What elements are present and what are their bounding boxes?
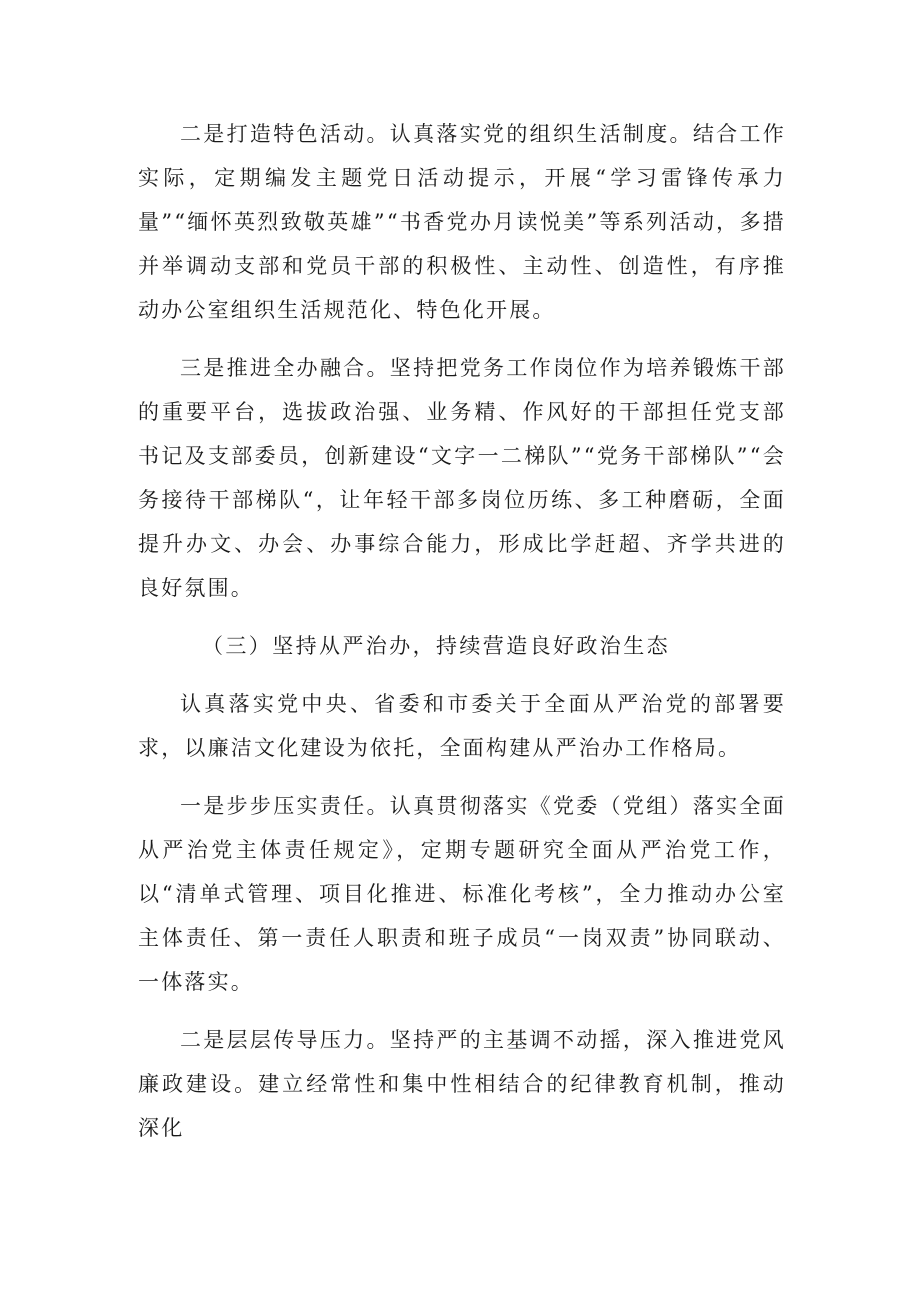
document-body	[138, 112, 786, 1164]
paragraph-intro: 认真落实党中央、省委和市委关于全面从严治党的部署要求，以廉洁文化建设为依托，全面构建从严治办工作格局。	[138, 692, 786, 760]
paragraph-integration: 三是推进全办融合。坚持把党务工作岗位作为培养锻炼干部的重要平台，选拔政治强、业务精、作风好的干部担任党支部书记及支部委员，创新建设“文字一二梯队”“党务干部梯队”“会务接待干部梯队“，让年轻干部多岗位历练、多工种磨砺，全面提升办文、办会、办事综合能力，形成比学赶超、齐学共进的良好氛围。	[138, 356, 786, 600]
section-heading: （三）坚持从严治办，持续营造良好政治生态	[202, 634, 670, 658]
paragraph-special-activities: 二是打造特色活动。认真落实党的组织生活制度。结合工作实际，定期编发主题党日活动提示，开展“学习雷锋传承力量”“缅怀英烈致敬英雄”“书香党办月读悦美”等系列活动，多措并举调动支部和党员干部的积极性、主动性、创造性，有序推动办公室组织生活规范化、特色化开展。	[138, 122, 786, 322]
paragraph-responsibility: 一是步步压实责任。认真贯彻落实《党委（党组）落实全面从严治党主体责任规定》，定期专题研究全面从严治党工作，以“清单式管理、项目化推进、标准化考核”，全力推动办公室主体责任、第一责任人职责和班子成员“一岗双责”协同联动、一体落实。	[138, 794, 786, 994]
paragraph-pressure: 二是层层传导压力。坚持严的主基调不动摇，深入推进党风廉政建设。建立经常性和集中性相结合的纪律教育机制，推动深化	[138, 1028, 786, 1140]
